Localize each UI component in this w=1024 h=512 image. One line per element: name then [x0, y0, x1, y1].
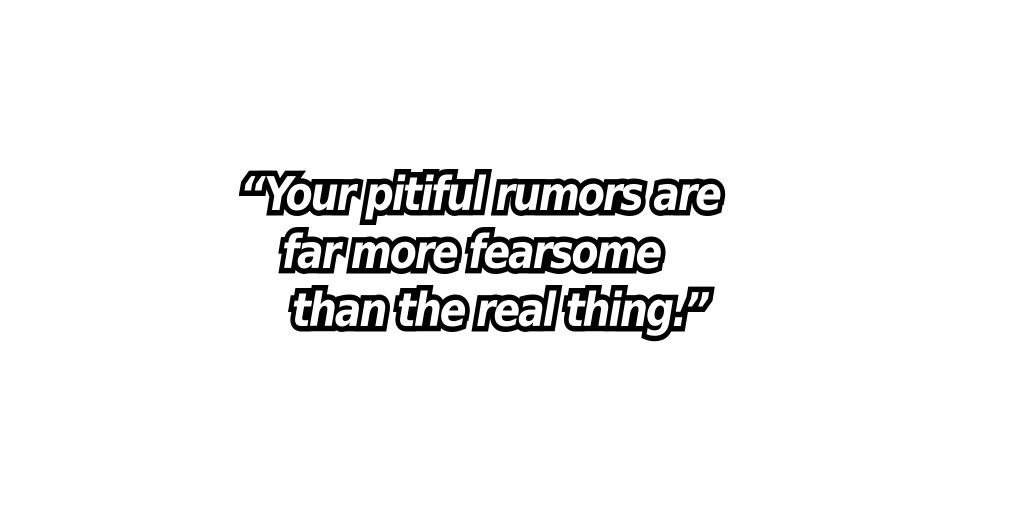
quote-line-1: “Your pitiful rumors are	[240, 167, 720, 221]
quote-line-3: than the real thing.”	[292, 283, 709, 337]
quote-line-2: far more fearsome	[282, 225, 661, 279]
